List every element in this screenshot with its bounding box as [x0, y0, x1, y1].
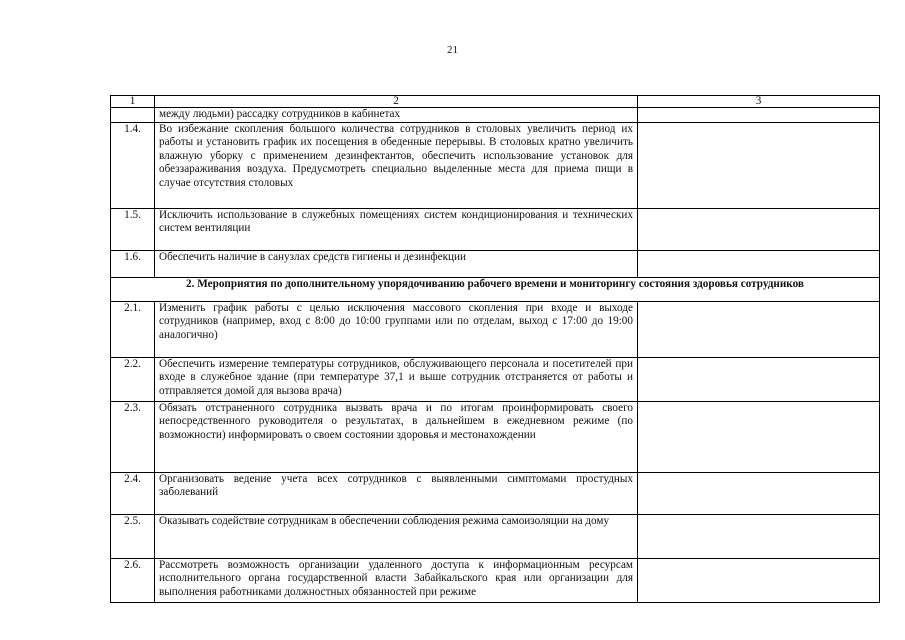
row-number: 2.3. [111, 402, 155, 473]
row-text: Исключить использование в служебных помещениях систем кондиционирования и технических систем вентиляции [155, 209, 638, 251]
row-text: Во избежание скопления большого количества сотрудников в столовых увеличить период их работы и установить график их посещения в обеденные перерывы. В столовых кратно увеличить влажную уборку с применением дезинфектантов, обеспечить использование установок для обеззараживания воздуха. Предусмотреть специально выделенные места для приема пищи в случае отсутствия столовых [155, 123, 638, 209]
row-number: 2.4. [111, 473, 155, 515]
row-result [638, 123, 880, 209]
row-result [638, 559, 880, 603]
table-row [111, 473, 880, 515]
row-number: 1.6. [111, 251, 155, 278]
continued-text: между людьми) рассадку сотрудников в кабинетах [155, 108, 638, 123]
row-number: 1.4. [111, 123, 155, 209]
table-row [111, 302, 880, 358]
row-text: Изменить график работы с целью исключения массового скопления при входе и выходе сотрудников (например, вход с 8:00 до 10:00 группами или по отделам, выход с 17:00 до 19:00 аналогично) [155, 302, 638, 358]
measures-table [110, 95, 880, 603]
row-result [638, 473, 880, 515]
row-result [638, 402, 880, 473]
page-number: 21 [447, 44, 458, 56]
table-header-row [111, 96, 880, 108]
table-row [111, 209, 880, 251]
row-result [638, 302, 880, 358]
row-text: Организовать ведение учета всех сотрудников с выявленными симптомами простудных заболеваний [155, 473, 638, 515]
row-number: 2.5. [111, 515, 155, 559]
row-result [638, 515, 880, 559]
row-number: 1.5. [111, 209, 155, 251]
row-number: 2.2. [111, 358, 155, 402]
row-result [638, 358, 880, 402]
row-text: Рассмотреть возможность организации удаленного доступа к информационным ресурсам исполнительного органа государственной власти Забайкальского края или организации для выполнения работниками должностных обязанностей при режиме [155, 559, 638, 603]
section-row [111, 278, 880, 302]
table-row [111, 559, 880, 603]
row-result [638, 209, 880, 251]
row-text: Обеспечить наличие в санузлах средств гигиены и дезинфекции [155, 251, 638, 278]
row-number: 2.6. [111, 559, 155, 603]
row-text: Оказывать содействие сотрудникам в обеспечении соблюдения режима самоизоляции на дому [155, 515, 638, 559]
section-heading: 2. Мероприятия по дополнительному упорядочиванию рабочего времени и мониторингу состояния здоровья сотрудников [111, 278, 880, 302]
table-row [111, 402, 880, 473]
row-number: 2.1. [111, 302, 155, 358]
row-text: Обязать отстраненного сотрудника вызвать врача и по итогам проинформировать своего непосредственного руководителя о результатах, в дальнейшем в ежедневном режиме (по возможности) информировать о своем состоянии здоровья и местонахождении [155, 402, 638, 473]
row-result [638, 251, 880, 278]
row-text: Обеспечить измерение температуры сотрудников, обслуживающего персонала и посетителей при входе в служебное здание (при температуре 37,1 и выше сотрудник отстраняется от работы и отправляется домой для вызова врача) [155, 358, 638, 402]
column-header-2: 2 [155, 96, 638, 108]
column-header-3: 3 [638, 96, 880, 108]
table-row [111, 123, 880, 209]
table-row [111, 358, 880, 402]
table-row [111, 251, 880, 278]
column-header-1: 1 [111, 96, 155, 108]
table-row-continued [111, 108, 880, 123]
table-row [111, 515, 880, 559]
